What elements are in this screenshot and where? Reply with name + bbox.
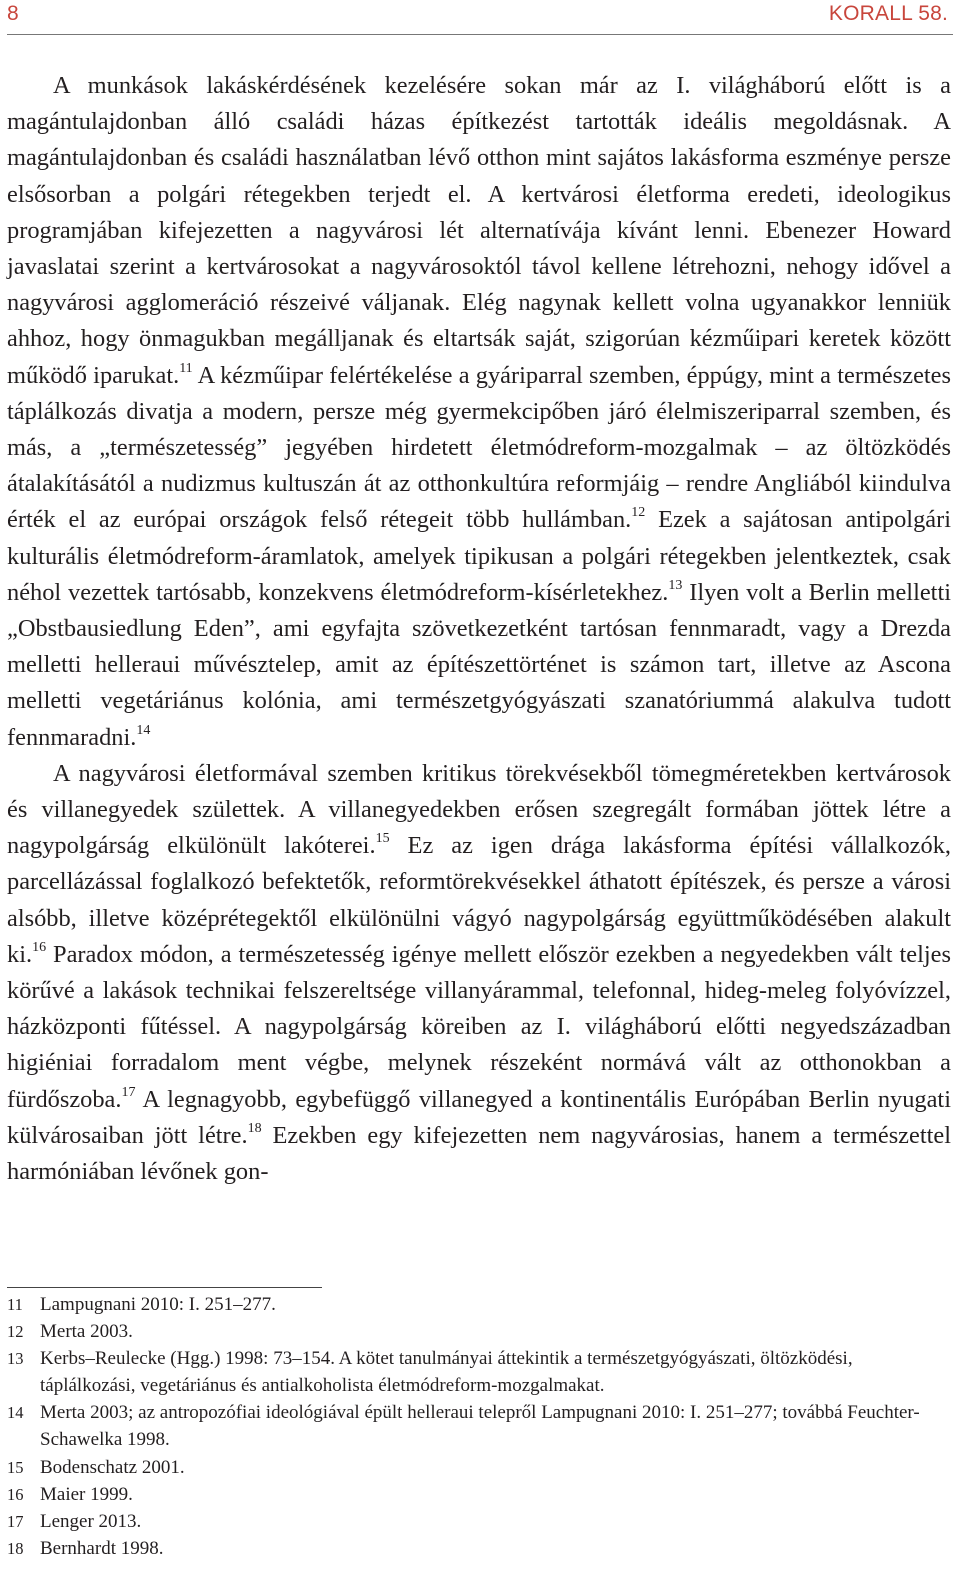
page-number: 8 — [7, 2, 19, 25]
footnote-ref-16[interactable]: 16 — [32, 939, 47, 955]
footnote-11 — [7, 1291, 951, 1318]
paragraph-2-text-d: A legnagyobb, egybefüggő villanegyed a kontinentális Európában Berlin nyugati külvárosaiban jött létre. — [7, 1085, 951, 1149]
footnote-text: Lampugnani 2010: I. 251–277. — [40, 1294, 276, 1315]
footnote-number: 18 — [7, 1538, 24, 1558]
footnote-number: 17 — [7, 1511, 24, 1531]
footnote-ref-15[interactable]: 15 — [375, 831, 390, 847]
footnote-text: Kerbs–Reulecke (Hgg.) 1998: 73–154. A kötet tanulmányai áttekintik a természetgyógyászati, öltözködési, táplálkozási, vegetáriánus és antialkoholista életmódreform-mozgalmakat. — [40, 1348, 853, 1397]
footnote-ref-11[interactable]: 11 — [179, 360, 193, 376]
paragraph-1 — [7, 68, 951, 756]
footnote-ref-12[interactable]: 12 — [631, 505, 646, 521]
paragraph-1-text-b: A kézműipar felértékelése a gyáriparral szemben, éppúgy, mint a természetes táplálkozás divatja a modern, persze még gyermekcipőben járó élelmiszeriparral szemben, és más, a „természetesség” jegyében hirdetett életmódreform-mozgalmak – az öltözködés átalakításától a nudizmus kultuszán át az otthonkultúra reformjáig – rendre Angliából kiindulva érték el az európai országok felső rétegeit több hullámban. — [7, 361, 951, 534]
paragraph-2-text-e: Ezekben egy kifejezetten nem nagyvárosias, hanem a természettel harmóniában lévőnek gon- — [7, 1121, 951, 1186]
footnote-12 — [7, 1318, 951, 1345]
footnote-number: 15 — [7, 1457, 24, 1477]
footnote-ref-13[interactable]: 13 — [668, 577, 683, 593]
paragraph-2 — [7, 756, 951, 1190]
footnote-13 — [7, 1345, 951, 1399]
page-header — [0, 0, 960, 36]
footnote-text: Lenger 2013. — [40, 1510, 142, 1532]
footnote-number: 14 — [7, 1403, 24, 1423]
footnote-18 — [7, 1535, 951, 1562]
footnote-16 — [7, 1481, 951, 1508]
paragraph-1-text-c: Ezek a sajátosan antipolgári kulturális életmódreform-áramlatok, amelyek tipikusan a polgári rétegekben jelentkeztek, csak néhol vezettek tartósabb, konzekvens életmódreform-kísérletekhez. — [7, 506, 952, 606]
footnote-ref-18[interactable]: 18 — [247, 1120, 262, 1136]
footnotes — [7, 1291, 951, 1562]
footnote-ref-17[interactable]: 17 — [121, 1084, 136, 1100]
paragraph-1-text-d: Ilyen volt a Berlin melletti „Obstbausiedlung Eden”, ami egyfajta szövetkezetként tartósan fennmaradt, vagy a Drezda melletti helleraui művésztelep, amit az építészettörténet is számon tart, illetve az Ascona melletti vegetáriánus kolónia, ami természetgyógyászati szanatóriummá alakulva tudott fennmaradni. — [7, 578, 952, 751]
footnote-15 — [7, 1454, 951, 1481]
footnote-number: 13 — [7, 1349, 24, 1369]
footnote-number: 11 — [7, 1295, 23, 1314]
footnote-number: 16 — [7, 1484, 24, 1504]
paragraph-2-text-a: A nagyvárosi életformával szemben kritikus törekvésekből tömegméretekben kertvárosok és villanegyedek születtek. A villanegyedekben erősen szegregált formában jöttek létre a nagypolgárság elkülönült lakóterei. — [7, 759, 951, 860]
footnote-text: Bernhardt 1998. — [40, 1537, 164, 1559]
article-body — [7, 68, 951, 1190]
footnote-text: Merta 2003. — [40, 1321, 133, 1343]
paragraph-2-text-b: Ez az igen drága lakásforma építési vállalkozók, parcellázással foglalkozó befektetők, reformtörekvésekkel áthatott építészek, és persze a városi alsóbb, illetve középrétegektől elkülönülni vágyó nagypolgárság együttműködésében alakult ki. — [7, 832, 951, 968]
paragraph-1-text-a: A munkások lakáskérdésének kezelésére sokan már az I. világháború előtt is a magántulajdonban álló családi házas építkezést tartották ideális megoldásnak. A magántulajdonban és családi használatban lévő otthon mint sajátos lakásforma eszménye persze elsősorban a polgári rétegekben terjedt el. A kertvárosi életforma eredeti, ideologikus programjában kifejezetten a nagyvárosi lét alternatívája kívánt lenni. Ebenezer Howard javaslatai szerint a kertvárosokat a nagyvárosoktól távol kellene létrehozni, nehogy idővel a nagyvárosi agglomeráció részeivé váljanak. Elég nagynak kellett volna ugyanakkor lenniük ahhoz, hogy önmagukban megálljanak és eltartsák saját, szigorúan kézműipari keretek között működő iparukat. — [7, 72, 951, 389]
footnote-text: Merta 2003; az antropozófiai ideológiával épült helleraui telepről Lampugnani 2010: I. 251–277; továbbá Feuchter-Schawelka 1998. — [40, 1402, 920, 1451]
footnote-text: Bodenschatz 2001. — [40, 1456, 185, 1478]
footnote-ref-14[interactable]: 14 — [136, 722, 151, 738]
footnote-17 — [7, 1508, 951, 1535]
footnote-separator — [7, 1287, 322, 1288]
footnote-text: Maier 1999. — [40, 1483, 133, 1505]
footnote-number: 12 — [7, 1322, 24, 1342]
footnote-14 — [7, 1399, 951, 1453]
header-rule — [7, 34, 953, 35]
journal-title: KORALL 58. — [828, 2, 948, 25]
paragraph-2-text-c: Paradox módon, a természetesség igénye mellett először ezekben a negyedekben vált teljes körűvé a lakások technikai felszereltsége villanyárammal, telefonnal, hideg-meleg folyóvízzel, házközponti fűtéssel. A nagypolgárság köreiben az I. világháború előtti negyedszázadban higiéniai forradalom ment végbe, melynek részeként normává vált az otthonokban a fürdőszoba. — [7, 940, 951, 1113]
